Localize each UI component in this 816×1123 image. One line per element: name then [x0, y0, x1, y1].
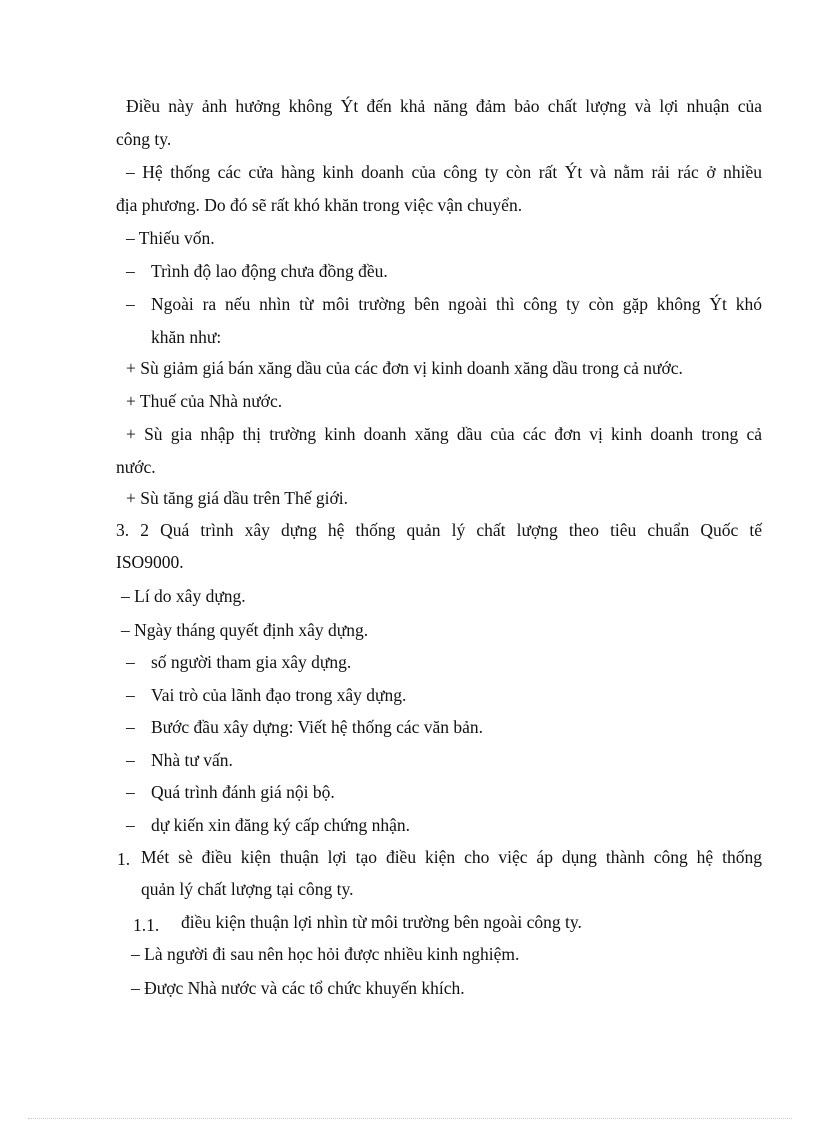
- dash-bullet: –: [126, 261, 135, 281]
- list-item: – Được Nhà nước và các tổ chức khuyến khích.: [131, 978, 465, 998]
- list-item: Mét sè điều kiện thuận lợi tạo điều kiện cho việc áp dụng thành công hệ thống: [141, 847, 762, 867]
- list-item: + Sù gia nhập thị trường kinh doanh xăng dầu của các đơn vị kinh doanh trong cả: [126, 424, 762, 444]
- dash-bullet: –: [126, 652, 135, 672]
- list-item: + Thuế của Nhà nước.: [126, 391, 283, 411]
- list-item: + Sù tăng giá dầu trên Thế giới.: [126, 488, 348, 508]
- list-item: – Thiếu vốn.: [126, 228, 215, 248]
- section-heading: 3. 2 Quá trình xây dựng hệ thống quản lý chất lượng theo tiêu chuẩn Quốc tế: [116, 520, 762, 540]
- list-number: 1.1.: [133, 915, 160, 935]
- list-item: Ngoài ra nếu nhìn từ môi trường bên ngoài thì công ty còn gặp không Ýt khó: [151, 294, 762, 314]
- list-item: nước.: [116, 457, 156, 477]
- list-item: Quá trình đánh giá nội bộ.: [151, 782, 335, 802]
- list-number: 1.: [117, 849, 131, 869]
- section-heading: ISO9000.: [116, 552, 184, 572]
- list-item: Vai trò của lãnh đạo trong xây dựng.: [151, 685, 407, 705]
- list-item: – Lí do xây dựng.: [121, 586, 246, 606]
- paragraph-line: công ty.: [116, 129, 172, 149]
- list-item: dự kiến xin đăng ký cấp chứng nhận.: [151, 815, 411, 835]
- dash-bullet: –: [126, 815, 135, 835]
- dash-bullet: –: [126, 750, 135, 770]
- list-item: Bước đầu xây dựng: Viết hệ thống các văn bản.: [151, 717, 484, 737]
- list-item: – Là người đi sau nên học hỏi được nhiều kinh nghiệm.: [131, 944, 520, 964]
- list-item: khăn như:: [151, 327, 222, 347]
- paragraph-line: Điều này ảnh hưởng không Ýt đến khả năng đảm bảo chất lượng và lợi nhuận của: [126, 96, 762, 116]
- page-bottom-border: [28, 1118, 792, 1119]
- paragraph-line: – Hệ thống các cửa hàng kinh doanh của công ty còn rất Ýt và nằm rải rác ở nhiều: [126, 162, 762, 182]
- subsection-heading: điều kiện thuận lợi nhìn từ môi trường bên ngoài công ty.: [181, 912, 582, 932]
- dash-bullet: –: [126, 685, 135, 705]
- list-item: quản lý chất lượng tại công ty.: [141, 879, 354, 899]
- dash-bullet: –: [126, 294, 135, 314]
- list-item: số người tham gia xây dựng.: [151, 652, 352, 672]
- paragraph-line: địa phương. Do đó sẽ rất khó khăn trong việc vận chuyển.: [116, 195, 523, 215]
- list-item: – Ngày tháng quyết định xây dựng.: [121, 620, 369, 640]
- dash-bullet: –: [126, 717, 135, 737]
- dash-bullet: –: [126, 782, 135, 802]
- list-item: + Sù giảm giá bán xăng dầu của các đơn vị kinh doanh xăng dầu trong cả nước.: [126, 358, 683, 378]
- list-item: Trình độ lao động chưa đồng đều.: [151, 261, 388, 281]
- list-item: Nhà tư vấn.: [151, 750, 233, 770]
